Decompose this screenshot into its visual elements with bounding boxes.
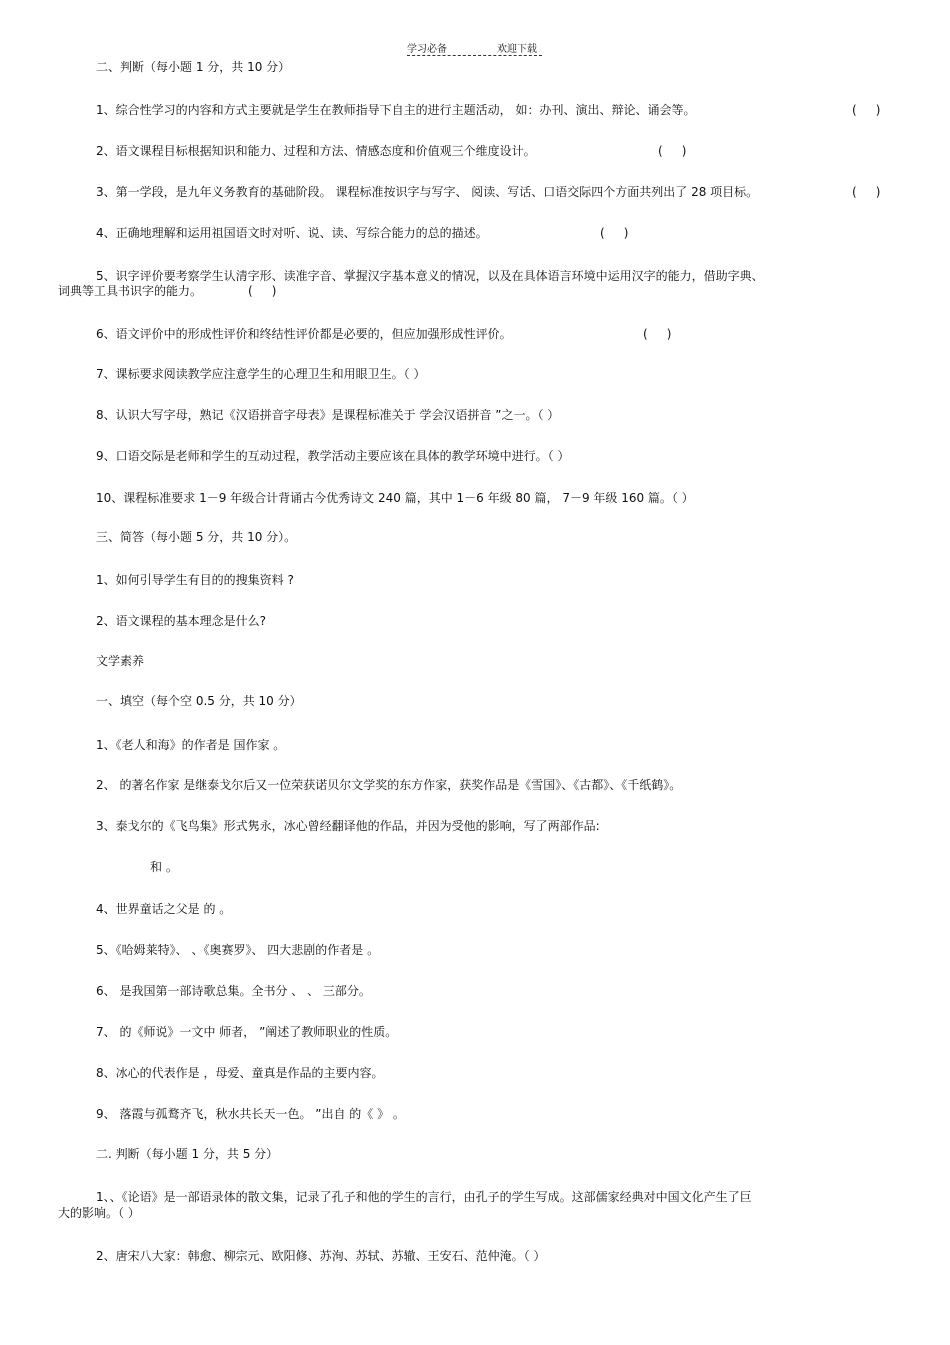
answer-blank-2: ( ) — [658, 144, 687, 158]
section-heading-judge-2: 二. 判断（每小题 1 分，共 5 分） — [96, 1147, 279, 1161]
question-3: 3、第一学段，是九年义务教育的基础阶段。 课程标准按识字与写字、 阅读、写话、口语交际四个方面共列出了 28 项目标。 — [96, 185, 759, 199]
fill-question-3-continued: 和 。 — [150, 860, 178, 874]
question-7: 7、课标要求阅读教学应注意学生的心理卫生和用眼卫生。（ ） — [96, 367, 426, 381]
fill-question-1: 1、《老人和海》的作者是 国作家 。 — [96, 738, 286, 752]
fill-question-6: 6、 是我国第一部诗歌总集。全书分 、 、 三部分。 — [96, 984, 371, 998]
answer-blank-4: ( ) — [600, 226, 629, 240]
question-8: 8、认识大写字母，熟记《汉语拼音字母表》是课程标准关于 学会汉语拼音 ”之一。（ ） — [96, 408, 560, 422]
question-5-line-1: 5、识字评价要考察学生认清字形、读准字音、掌握汉字基本意义的情况，以及在具体语言环境中运用汉字的能力，借助字典、 — [96, 269, 764, 283]
answer-blank-6: ( ) — [643, 327, 672, 341]
judge2-question-1-line-2: 大的影响。（ ） — [58, 1206, 140, 1220]
judge2-question-2: 2、唐宋八大家：韩愈、柳宗元、欧阳修、苏洵、苏轼、苏辙、王安石、范仲淹。（ ） — [96, 1249, 546, 1263]
section-heading-judge: 二、判断（每小题 1 分，共 10 分） — [96, 60, 291, 74]
question-2: 2、语文课程目标根据知识和能力、过程和方法、情感态度和价值观三个维度设计。 — [96, 144, 536, 158]
part-title-literacy: 文学素养 — [96, 654, 145, 668]
answer-blank-3: ( ) — [852, 185, 881, 199]
answer-blank-1: ( ) — [852, 103, 881, 117]
fill-question-2: 2、 的著名作家 是继泰戈尔后又一位荣获诺贝尔文学奖的东方作家，获奖作品是《雪国》、《古都》、《千纸鹤》。 — [96, 778, 682, 792]
question-1: 1、综合性学习的内容和方式主要就是学生在教师指导下自主的进行主题活动， 如：办刊、演出、辩论、诵会等。 — [96, 103, 696, 117]
judge2-question-1-line-1: 1、、《论语》是一部语录体的散文集，记录了孔子和他的学生的言行，由孔子的学生写成。这部儒家经典对中国文化产生了巨 — [96, 1190, 752, 1204]
question-4: 4、正确地理解和运用祖国语文时对听、说、读、写综合能力的总的描述。 — [96, 226, 488, 240]
section-heading-fill: 一、填空（每个空 0.5 分，共 10 分） — [96, 694, 302, 708]
question-5-line-2: 词典等工具书识字的能力。 — [58, 284, 203, 298]
header-left-text: 学习必备 — [407, 44, 447, 55]
fill-question-7: 7、 的《师说》一文中 师者， ”阐述了教师职业的性质。 — [96, 1025, 398, 1039]
fill-question-3: 3、泰戈尔的《飞鸟集》形式隽永，冰心曾经翻译他的作品，并因为受他的影响，写了两部作品: — [96, 819, 600, 833]
fill-question-8: 8、冰心的代表作是 ，母爱、童真是作品的主要内容。 — [96, 1066, 384, 1080]
short-answer-1: 1、如何引导学生有目的的搜集资料 ? — [96, 573, 294, 587]
question-10: 10、课程标准要求 1－9 年级合计背诵古今优秀诗文 240 篇，其中 1－6 年级 80 篇， 7－9 年级 160 篇。（ ） — [96, 491, 694, 505]
section-heading-short-answer: 三、简答（每小题 5 分，共 10 分）。 — [96, 530, 297, 544]
header-right-text: 欢迎下载 — [497, 44, 537, 55]
short-answer-2: 2、语文课程的基本理念是什么? — [96, 614, 267, 628]
answer-blank-5: ( ) — [248, 284, 277, 298]
fill-question-9: 9、 落霞与孤鹜齐飞，秋水共长天一色。 ”出自 的《 》 。 — [96, 1107, 405, 1121]
question-9: 9、口语交际是老师和学生的互动过程，教学活动主要应该在具体的教学环境中进行。（ ） — [96, 449, 570, 463]
page-header — [407, 40, 542, 56]
fill-question-4: 4、世界童话之父是 的 。 — [96, 902, 232, 916]
question-6: 6、语文评价中的形成性评价和终结性评价都是必要的，但应加强形成性评价。 — [96, 327, 512, 341]
fill-question-5: 5、《哈姆莱特》、 、《奥赛罗》、 四大悲剧的作者是 。 — [96, 943, 380, 957]
